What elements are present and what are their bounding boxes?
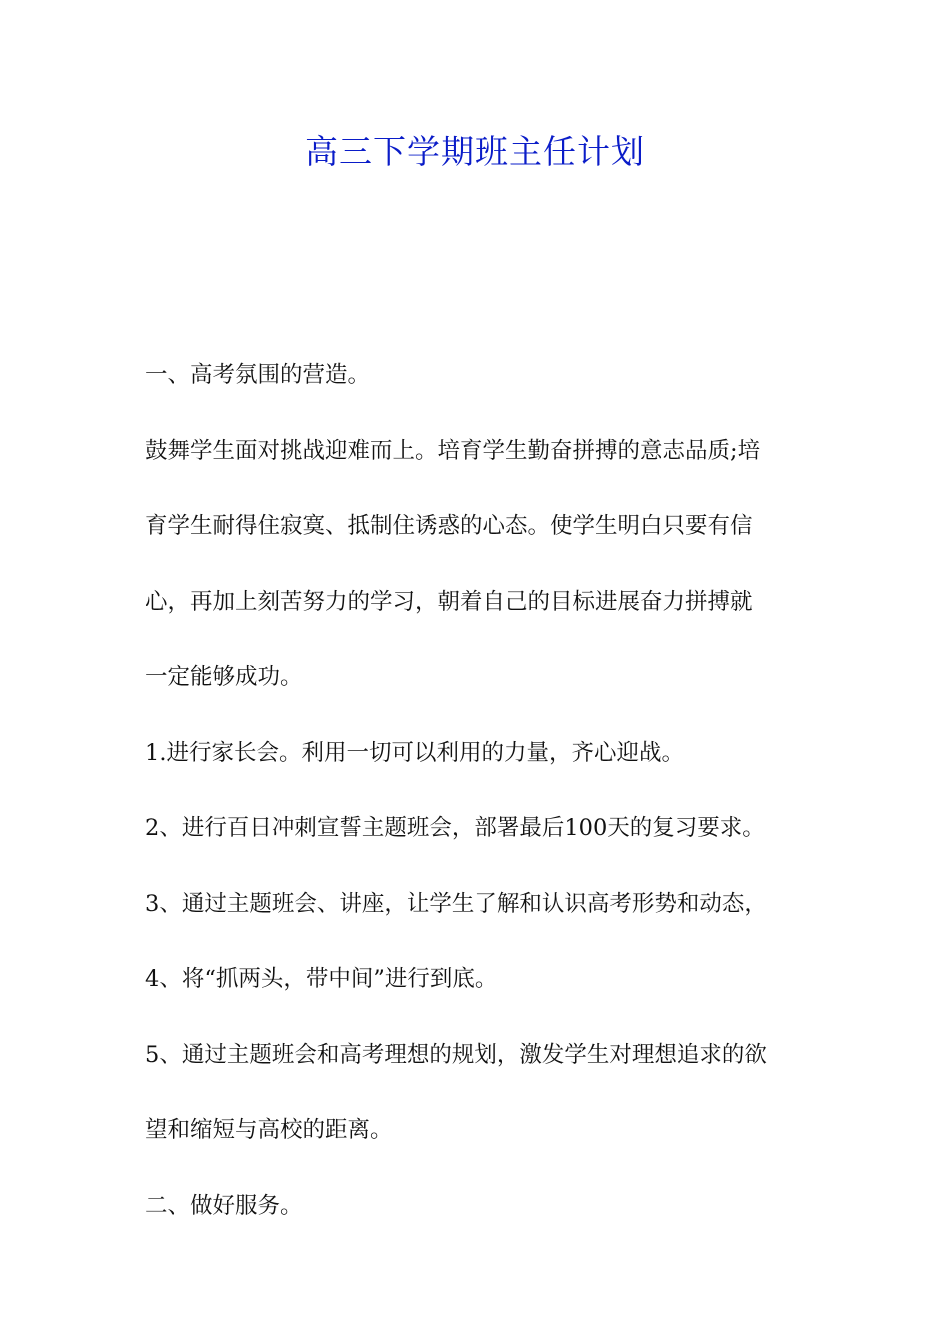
body-line: 育学生耐得住寂寞、抵制住诱惑的心态。使学生明白只要有信 (145, 513, 753, 539)
body-line: 鼓舞学生面对挑战迎难而上。培育学生勤奋拼搏的意志品质;培 (145, 437, 761, 464)
list-item-1: 1.进行家长会。利用一切可以利用的力量，齐心迎战。 (145, 739, 684, 766)
document-body (145, 338, 825, 1244)
body-line: 一定能够成功。 (145, 664, 303, 690)
list-item-3: 3、通过主题班会、讲座，让学生了解和认识高考形势和动态， (145, 890, 767, 917)
document-title: 高三下学期班主任计划 (305, 132, 645, 171)
body-line: 心，再加上刻苦努力的学习，朝着自己的目标进展奋力拼搏就 (145, 588, 753, 615)
list-item-5-continued: 望和缩短与高校的距离。 (145, 1117, 393, 1143)
body-line-section-1-heading: 一、高考氛围的营造。 (145, 362, 371, 388)
body-line-section-2-heading: 二、做好服务。 (145, 1192, 303, 1219)
list-item-2: 2、进行百日冲刺宣誓主题班会，部署最后100天的复习要求。 (145, 815, 765, 841)
list-item-4: 4、将“抓两头，带中间”进行到底。 (145, 966, 498, 992)
list-item-5: 5、通过主题班会和高考理想的规划，激发学生对理想追求的欲 (145, 1041, 767, 1068)
